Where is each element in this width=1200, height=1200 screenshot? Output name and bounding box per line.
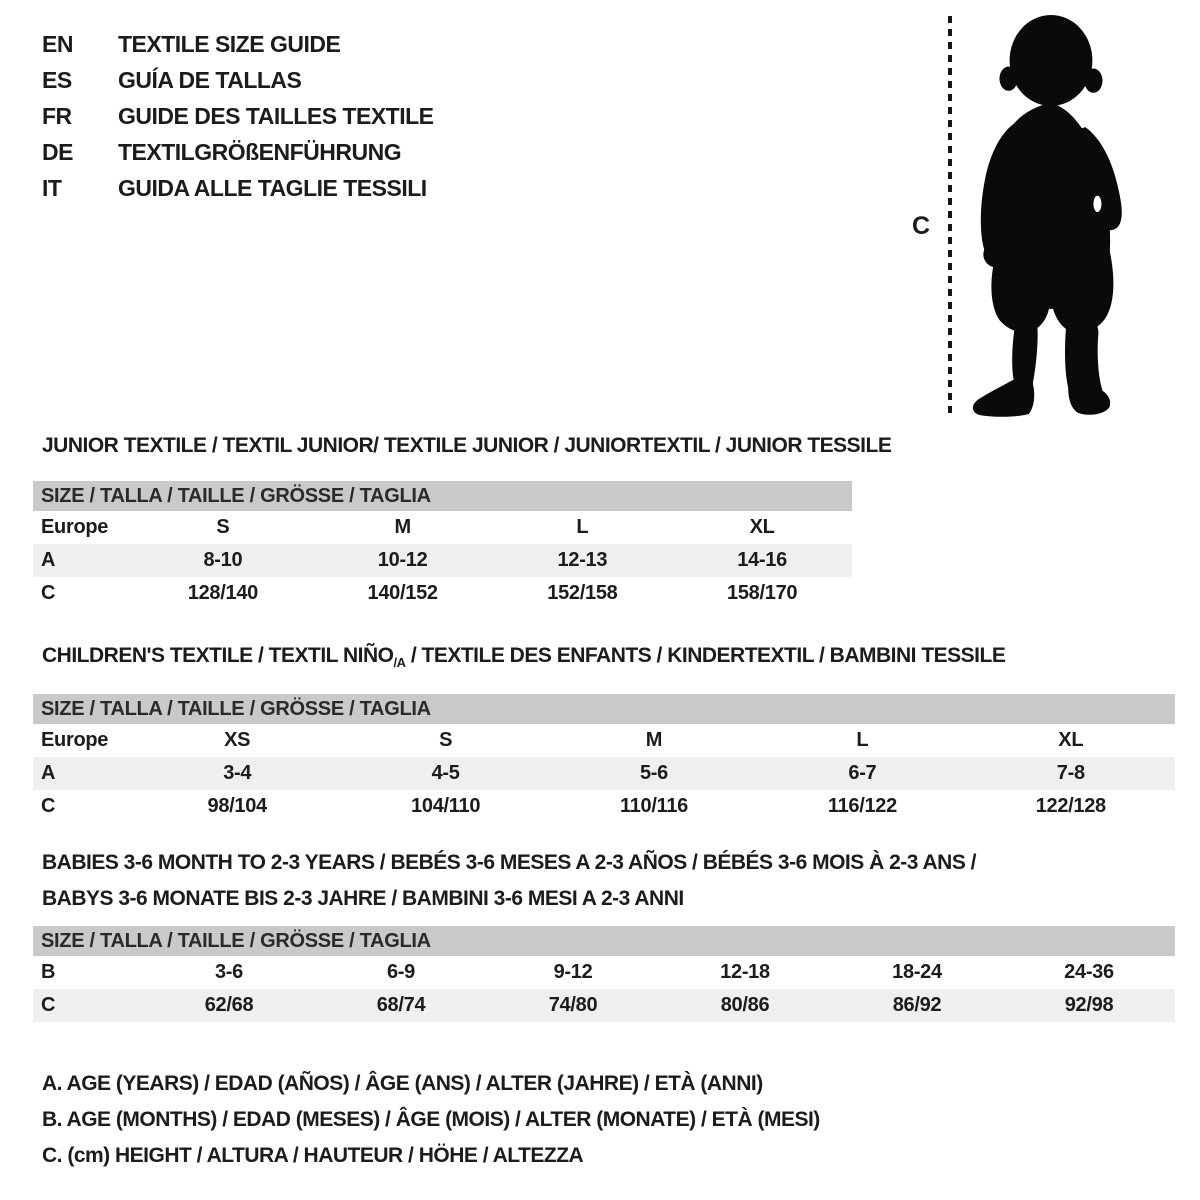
value-cell: 10-12	[377, 549, 428, 571]
lang-label: TEXTILGRÖßENFÜHRUNG	[118, 138, 402, 165]
value-cell: 62/68	[204, 994, 254, 1016]
size-cell: L	[576, 516, 589, 538]
row-label: Europe	[41, 516, 109, 538]
value-cell: 5-6	[639, 762, 668, 784]
value-cell: 74/80	[548, 994, 598, 1016]
row-label: C	[41, 582, 56, 604]
size-header-bar: SIZE / TALLA / TAILLE / GRÖSSE / TAGLIA	[33, 926, 1175, 956]
section-title-junior: JUNIOR TEXTILE / TEXTIL JUNIOR/ TEXTILE JUNIOR / JUNIORTEXTIL / JUNIOR TESSILE	[42, 434, 892, 457]
size-table-children	[33, 694, 1175, 823]
table-row-age-months	[33, 956, 1175, 989]
value-cell: 152/158	[547, 582, 618, 604]
title-part: / TEXTILE DES ENFANTS / KINDERTEXTIL / BAMBINI TESSILE	[405, 644, 1006, 667]
lang-code: EN	[42, 30, 73, 57]
language-title-list	[42, 26, 434, 206]
lang-code: FR	[42, 102, 72, 129]
row-label: Europe	[41, 729, 109, 751]
lang-code: ES	[42, 66, 72, 93]
size-cell: M	[394, 516, 411, 538]
lang-code: IT	[42, 174, 62, 201]
table-row-height-cm	[33, 790, 1175, 823]
lang-row-en	[42, 26, 434, 62]
value-cell: 68/74	[376, 994, 426, 1016]
title-part: CHILDREN'S TEXTILE / TEXTIL NIÑO	[42, 644, 394, 667]
value-cell: 3-6	[214, 961, 243, 983]
lang-label: GUIDA ALLE TAGLIE TESSILI	[118, 174, 427, 201]
size-cell: XL	[749, 516, 775, 538]
row-label: A	[41, 549, 56, 571]
value-cell: 92/98	[1064, 994, 1114, 1016]
note-age-months: B. AGE (MONTHS) / EDAD (MESES) / ÂGE (MOIS) / ALTER (MONATE) / ETÀ (MESI)	[42, 1108, 820, 1131]
size-header-bar: SIZE / TALLA / TAILLE / GRÖSSE / TAGLIA	[33, 694, 1175, 724]
lang-label: GUIDE DES TAILLES TEXTILE	[118, 102, 434, 129]
table-row-age-years	[33, 757, 1175, 790]
value-cell: 140/152	[367, 582, 438, 604]
size-header-bar: SIZE / TALLA / TAILLE / GRÖSSE / TAGLIA	[33, 481, 852, 511]
row-label: B	[41, 961, 56, 983]
toddler-silhouette-icon	[962, 14, 1142, 418]
section-title-babies-line2: BABYS 3-6 MONATE BIS 2-3 JAHRE / BAMBINI 3-6 MESI A 2-3 ANNI	[42, 887, 684, 910]
table-row-height-cm	[33, 989, 1175, 1022]
value-cell: 122/128	[1035, 795, 1106, 817]
size-cell: XS	[224, 729, 251, 751]
note-height-cm: C. (cm) HEIGHT / ALTURA / HAUTEUR / HÖHE / ALTEZZA	[42, 1144, 584, 1167]
lang-row-it	[42, 170, 434, 206]
value-cell: 158/170	[727, 582, 798, 604]
value-cell: 7-8	[1056, 762, 1085, 784]
value-cell: 86/92	[892, 994, 942, 1016]
table-row-europe	[33, 724, 1175, 757]
lang-row-de	[42, 134, 434, 170]
value-cell: 116/122	[827, 795, 897, 817]
size-table-babies	[33, 926, 1175, 1022]
value-cell: 80/86	[720, 994, 770, 1016]
size-cell: L	[856, 729, 869, 751]
value-cell: 8-10	[203, 549, 243, 571]
table-row-height-cm	[33, 577, 852, 610]
value-cell: 104/110	[411, 795, 481, 817]
value-cell: 98/104	[207, 795, 267, 817]
note-age-years: A. AGE (YEARS) / EDAD (AÑOS) / ÂGE (ANS) / ALTER (JAHRE) / ETÀ (ANNI)	[42, 1072, 763, 1095]
value-cell: 18-24	[892, 961, 942, 983]
value-cell: 6-7	[848, 762, 877, 784]
table-row-age-years	[33, 544, 852, 577]
value-cell: 9-12	[553, 961, 593, 983]
size-cell: M	[645, 729, 663, 751]
row-label: C	[41, 795, 56, 817]
value-cell: 24-36	[1064, 961, 1114, 983]
size-cell: S	[439, 729, 453, 751]
height-measure-label: C	[912, 212, 931, 240]
section-title-children	[42, 644, 1005, 670]
value-cell: 128/140	[187, 582, 258, 604]
value-cell: 3-4	[223, 762, 252, 784]
value-cell: 12-18	[720, 961, 770, 983]
lang-row-es	[42, 62, 434, 98]
size-cell: S	[216, 516, 230, 538]
size-table-junior	[33, 481, 852, 610]
legend-notes	[42, 1066, 820, 1174]
lang-label: GUÍA DE TALLAS	[118, 66, 302, 93]
lang-row-fr	[42, 98, 434, 134]
title-subscript: /A	[393, 655, 406, 671]
value-cell: 14-16	[737, 549, 787, 571]
row-label: A	[41, 762, 56, 784]
lang-code: DE	[42, 138, 73, 165]
section-title-babies-line1: BABIES 3-6 MONTH TO 2-3 YEARS / BEBÉS 3-6 MESES A 2-3 AÑOS / BÉBÉS 3-6 MOIS À 2-3 ANS /	[42, 851, 977, 874]
table-row-europe	[33, 511, 852, 544]
value-cell: 110/116	[619, 795, 688, 817]
lang-label: TEXTILE SIZE GUIDE	[118, 30, 341, 57]
height-measure-figure	[900, 0, 1200, 440]
value-cell: 6-9	[386, 961, 415, 983]
value-cell: 4-5	[431, 762, 460, 784]
row-label: C	[41, 994, 56, 1016]
size-cell: XL	[1058, 729, 1084, 751]
height-dotted-line	[948, 16, 952, 416]
value-cell: 12-13	[557, 549, 608, 571]
